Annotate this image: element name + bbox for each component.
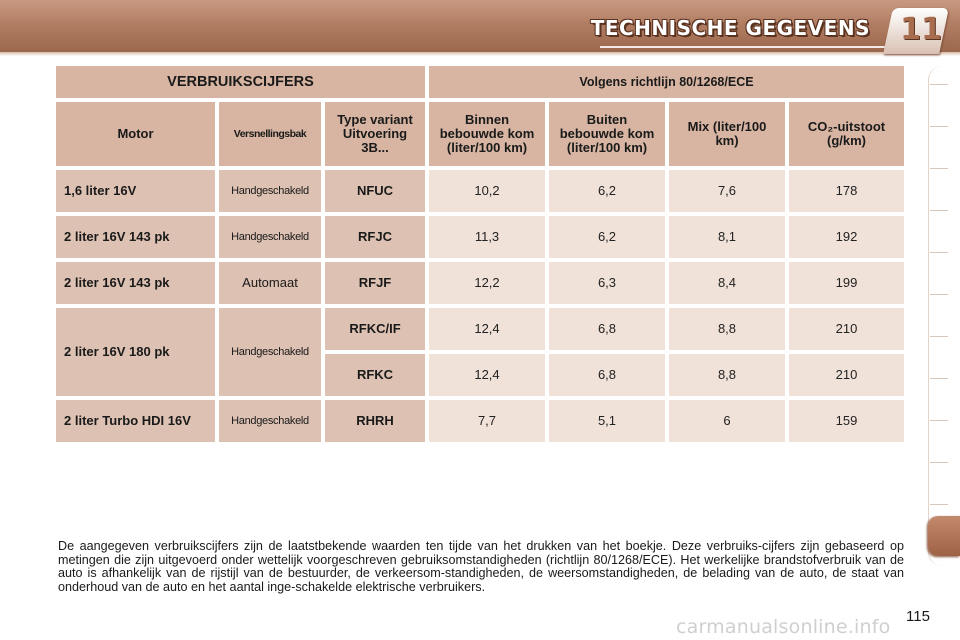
row-urban: 11,3	[429, 216, 545, 258]
table-directive: Volgens richtlijn 80/1268/ECE	[429, 66, 904, 98]
row-gearbox: Handgeschakeld	[219, 170, 321, 212]
page-number: 115	[906, 608, 930, 625]
row-extra-urban: 6,3	[549, 262, 665, 304]
row-mix: 8,4	[669, 262, 785, 304]
footnote-paragraph: De aangegeven verbruikscijfers zijn de laatstbekende waarden ten tijde van het drukken van het boekje. Deze verbruiks-cijfers zijn gebaseerd op metingen die zijn uitgevoerd onder wettelijk voorgeschreven gebruiksomstandigheden (richtlijn 80/1268/ECE). Het werkelijke brandstofverbruik van de auto is afhankelijk van de rijstijl van de bestuurder, de verkeersom-standigheden, de weersomstandigheden, de belading van de auto, de staat van onderhoud van de auto en het aantal inge-schakelde elektrische verbruikers.	[58, 539, 904, 594]
row-urban: 10,2	[429, 170, 545, 212]
row-co2: 192	[789, 216, 904, 258]
row-gearbox: Automaat	[219, 262, 321, 304]
row-type: RFKC	[325, 354, 425, 396]
row-urban: 7,7	[429, 400, 545, 442]
row-extra-urban: 6,8	[549, 308, 665, 350]
side-index-tick	[930, 84, 948, 85]
row-co2: 199	[789, 262, 904, 304]
row-motor: 1,6 liter 16V	[56, 170, 215, 212]
row-extra-urban: 5,1	[549, 400, 665, 442]
row-mix: 6	[669, 400, 785, 442]
row-motor: 2 liter 16V 143 pk	[56, 216, 215, 258]
side-index-tick	[930, 294, 948, 295]
row-mix: 8,1	[669, 216, 785, 258]
page-title: TECHNISCHE GEGEVENS	[590, 16, 870, 40]
side-index-tick	[930, 336, 948, 337]
row-gearbox: Handgeschakeld	[219, 400, 321, 442]
row-co2: 210	[789, 354, 904, 396]
row-urban: 12,4	[429, 354, 545, 396]
side-thumb-index	[928, 66, 951, 566]
row-motor: 2 liter 16V 143 pk	[56, 262, 215, 304]
table-section-title: VERBRUIKSCIJFERS	[56, 66, 425, 98]
col-header-extra-urban: Buiten bebouwde kom (liter/100 km)	[549, 102, 665, 166]
row-type: RFJF	[325, 262, 425, 304]
row-mix: 8,8	[669, 308, 785, 350]
col-header-urban: Binnen bebouwde kom (liter/100 km)	[429, 102, 545, 166]
side-index-tick	[930, 504, 948, 505]
row-type: RFJC	[325, 216, 425, 258]
row-co2: 178	[789, 170, 904, 212]
side-index-tick	[930, 420, 948, 421]
row-co2: 159	[789, 400, 904, 442]
row-extra-urban: 6,2	[549, 170, 665, 212]
row-motor: 2 liter 16V 180 pk	[56, 308, 215, 396]
row-type: NFUC	[325, 170, 425, 212]
row-extra-urban: 6,8	[549, 354, 665, 396]
chapter-number: 11	[900, 12, 942, 47]
watermark: carmanualsonline.info	[676, 616, 891, 638]
side-index-tick	[930, 378, 948, 379]
side-index-tick	[930, 252, 948, 253]
side-index-tick	[930, 126, 948, 127]
row-extra-urban: 6,2	[549, 216, 665, 258]
row-urban: 12,2	[429, 262, 545, 304]
col-header-mix: Mix (liter/100 km)	[669, 102, 785, 166]
col-header-type: Type variant Uitvoering 3B...	[325, 102, 425, 166]
row-mix: 7,6	[669, 170, 785, 212]
header-underline	[600, 46, 890, 48]
col-header-motor: Motor	[56, 102, 215, 166]
row-type: RHRH	[325, 400, 425, 442]
row-co2: 210	[789, 308, 904, 350]
row-motor: 2 liter Turbo HDI 16V	[56, 400, 215, 442]
header-band-shadow	[0, 52, 960, 56]
col-header-gearbox: Versnellingsbak	[219, 102, 321, 166]
side-index-tick	[930, 210, 948, 211]
row-gearbox: Handgeschakeld	[219, 216, 321, 258]
row-urban: 12,4	[429, 308, 545, 350]
side-index-tick	[930, 462, 948, 463]
side-index-tick	[930, 168, 948, 169]
row-mix: 8,8	[669, 354, 785, 396]
chapter-side-tab	[928, 516, 960, 556]
row-gearbox: Handgeschakeld	[219, 308, 321, 396]
col-header-co2: CO₂-uitstoot (g/km)	[789, 102, 904, 166]
row-type: RFKC/IF	[325, 308, 425, 350]
